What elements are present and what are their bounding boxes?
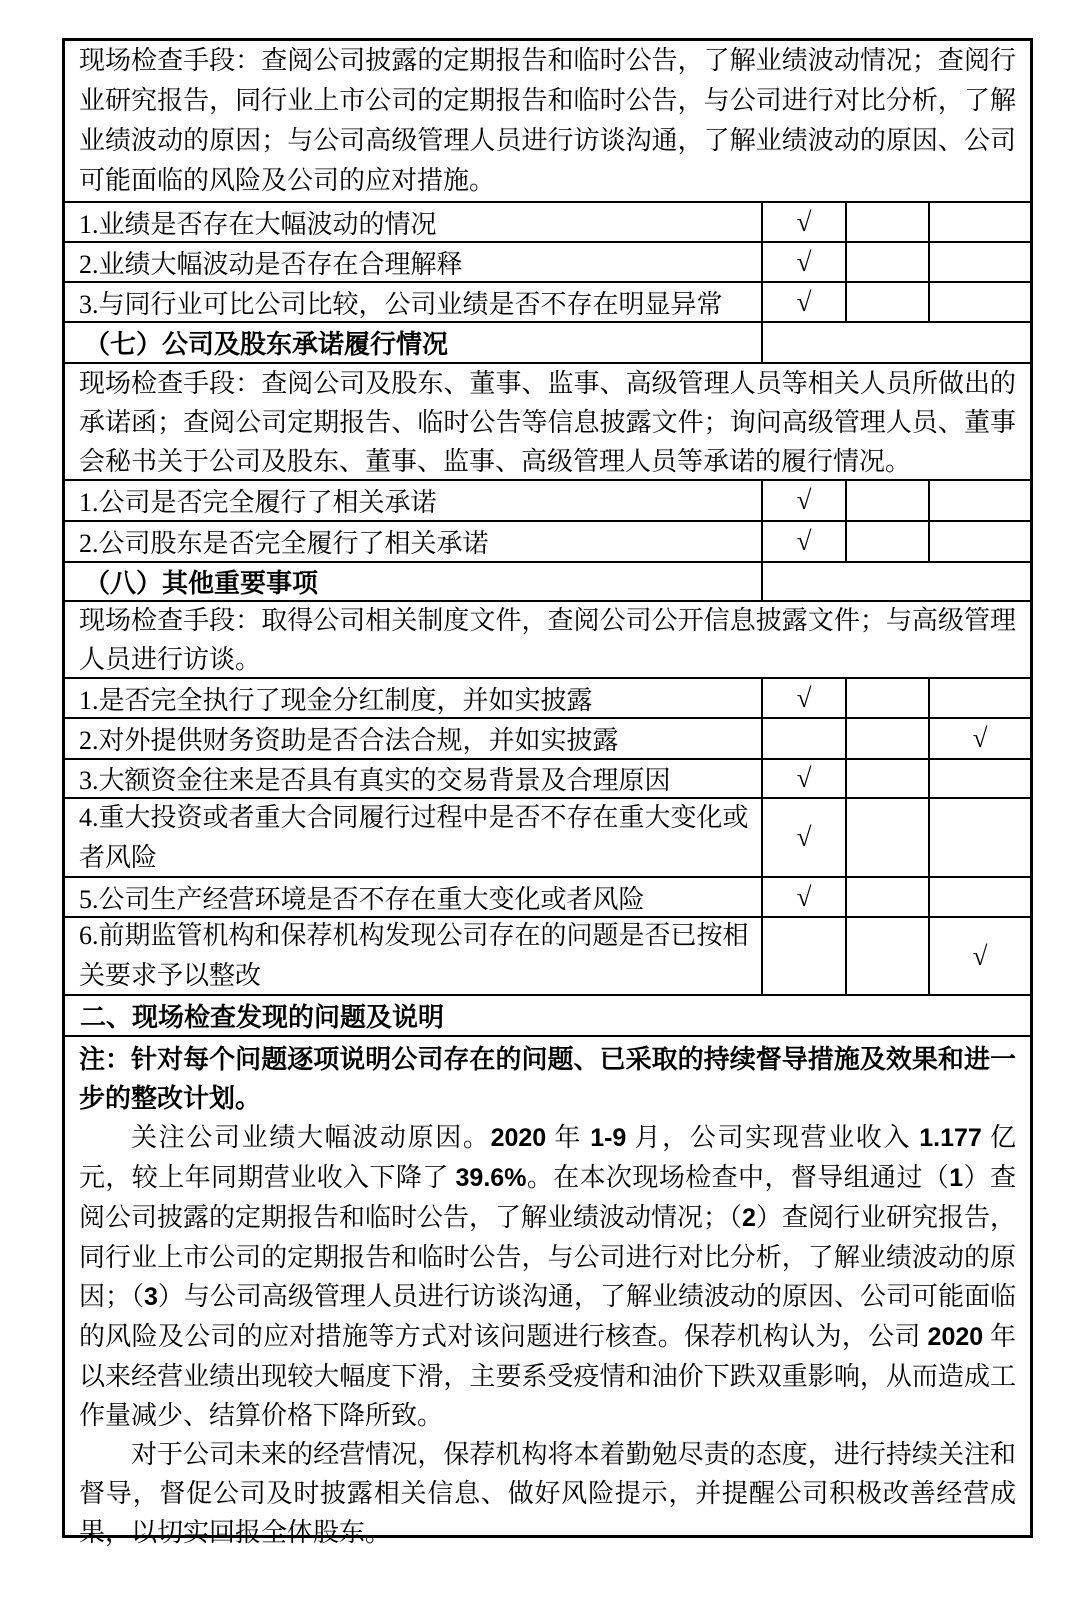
check-cell-3: [928, 760, 1030, 797]
checklist-item-label: 3.大额资金往来是否具有真实的交易背景及合理原因: [79, 766, 671, 795]
number-run: 3: [144, 1283, 158, 1311]
number-run: 2: [742, 1204, 756, 1232]
check-cell-2: [845, 799, 928, 876]
check-cell-3: [928, 679, 1030, 717]
text-run: ）查阅公司披露的定期报告和临时公告，了解业绩波动情况；（: [79, 1163, 1016, 1232]
checklist-item-label: 1.公司是否完全履行了相关承诺: [79, 488, 437, 517]
section-header-row-7: [65, 321, 1030, 362]
section-header-row-8: [65, 561, 1030, 600]
checklist-row: [65, 281, 1030, 321]
check-cell-1: √: [761, 481, 845, 520]
findings-row: [65, 1035, 1030, 1552]
number-run: 2020: [927, 1323, 984, 1351]
checklist-item-label: 3.与同行业可比公司比较，公司业绩是否不存在明显异常: [79, 289, 723, 319]
check-cell-1: √: [761, 878, 845, 916]
method-text: 现场检查手段：查阅公司及股东、董事、监事、高级管理人员等相关人员所做出的承诺函；查阅公司定期报告、临时公告等信息披露文件；询问高级管理人员、董事会秘书关于公司及股东、董事、监事、高级管理人员等承诺的履行情况。: [79, 369, 1016, 476]
check-cell-1: √: [761, 760, 845, 797]
checklist-row: [65, 758, 1030, 797]
number-run: 2020: [490, 1124, 547, 1152]
method-row-commitments: [65, 362, 1030, 479]
checklist-row: [65, 717, 1030, 758]
checklist-item-label: 2.公司股东是否完全履行了相关承诺: [79, 529, 489, 558]
inspection-checklist-table: [62, 38, 1033, 1547]
section-title: （七）公司及股东承诺履行情况: [84, 330, 449, 359]
check-cell-1: √: [761, 679, 845, 717]
section-header-empty-cell: [761, 323, 1030, 362]
check-cell-2: [845, 760, 928, 797]
findings-block: [65, 1037, 1030, 1552]
section-header-empty-cell: [761, 563, 1030, 600]
number-run: 39.6%: [455, 1164, 527, 1192]
part2-header-row: [65, 994, 1030, 1035]
check-cell-3: [928, 243, 1030, 281]
check-cell-2: [845, 918, 928, 994]
checklist-row: [65, 876, 1030, 916]
check-cell-3: [928, 522, 1030, 561]
check-cell-2: [845, 481, 928, 520]
method-row-other-matters: [65, 600, 1030, 677]
text-run: 年以来经营业绩出现较大幅度下滑，主要系受疫情和油价下跌双重影响，从而造成工作量减少、结算价格下降所致。: [79, 1322, 1016, 1430]
check-cell-2: [845, 243, 928, 281]
number-run: 1: [949, 1164, 964, 1192]
checklist-row: [65, 520, 1030, 561]
method-text: 现场检查手段：取得公司相关制度文件，查阅公司公开信息披露文件；与高级管理人员进行访谈。: [79, 606, 1016, 674]
text-run: ）查阅行业研究报告，同行业上市公司的定期报告和临时公告，与公司进行对比分析，了解业绩波动的原因；（: [79, 1203, 1016, 1311]
paragraph-future-outlook: 对于公司未来的经营情况，保荐机构将本着勤勉尽责的态度，进行持续关注和督导，督促公司及时披露相关信息、做好风险提示，并提醒公司积极改善经营成果，以切实回报全体股东。: [79, 1440, 1016, 1547]
checklist-item-label: 1.是否完全执行了现金分红制度，并如实披露: [79, 685, 593, 715]
check-cell-1: √: [761, 799, 845, 876]
checklist-item-label: 6.前期监管机构和保荐机构发现公司存在的问题是否已按相关要求予以整改: [79, 921, 749, 990]
text-run: 年: [546, 1123, 591, 1152]
paragraph-performance-issue: [79, 1118, 1016, 1435]
checklist-item-label: 1.业绩是否存在大幅波动的情况: [79, 209, 437, 239]
check-cell-2: [845, 203, 928, 241]
checklist-item-label: 4.重大投资或者重大合同履行过程中是否不存在重大变化或者风险: [79, 802, 749, 872]
text-run: 关注公司业绩大幅波动原因。: [131, 1123, 491, 1152]
check-cell-2: [845, 283, 928, 321]
checklist-row: [65, 479, 1030, 520]
check-cell-1: √: [761, 203, 845, 241]
text-run: 。在本次现场检查中，督导组通过（: [526, 1163, 950, 1192]
check-cell-1: √: [761, 243, 845, 281]
check-cell-3: [928, 878, 1030, 916]
check-cell-2: [845, 679, 928, 717]
check-cell-1: [761, 719, 845, 758]
check-cell-2: [845, 878, 928, 916]
checklist-item-label: 2.业绩大幅波动是否存在合理解释: [79, 249, 463, 279]
check-cell-3: [928, 799, 1030, 876]
method-row-performance: [65, 41, 1030, 201]
checklist-row: [65, 797, 1030, 876]
check-cell-1: [761, 918, 845, 994]
check-cell-3: [928, 283, 1030, 321]
checklist-row: [65, 241, 1030, 281]
part2-title: 二、现场检查发现的问题及说明: [80, 1003, 445, 1032]
method-text: 现场检查手段：查阅公司披露的定期报告和临时公告，了解业绩波动情况；查阅行业研究报告，同行业上市公司的定期报告和临时公告，与公司进行对比分析，了解业绩波动的原因；与公司高级管理人员进行访谈沟通，了解业绩波动的原因、公司可能面临的风险及公司的应对措施。: [79, 46, 1016, 195]
text-run: 月，公司实现营业收入: [626, 1123, 920, 1152]
check-cell-2: [845, 719, 928, 758]
check-cell-3: √: [928, 719, 1030, 758]
text-run: 亿元，较上年同期营业收入下降了: [79, 1123, 1016, 1192]
check-cell-3: √: [928, 918, 1030, 994]
check-cell-1: √: [761, 522, 845, 561]
number-run: 1-9: [590, 1124, 627, 1152]
checklist-item-label: 5.公司生产经营环境是否不存在重大变化或者风险: [79, 884, 645, 914]
section-title: （八）其他重要事项: [84, 569, 319, 598]
check-cell-3: [928, 203, 1030, 241]
check-cell-3: [928, 481, 1030, 520]
findings-note: 注：针对每个问题逐项说明公司存在的问题、已采取的持续督导措施及效果和进一步的整改计划。: [79, 1045, 1016, 1113]
checklist-row: [65, 677, 1030, 717]
text-run: ）与公司高级管理人员进行访谈沟通，了解业绩波动的原因、公司可能面临的风险及公司的应对措施等方式对该问题进行核查。保荐机构认为，公司: [79, 1282, 1016, 1351]
checklist-item-label: 2.对外提供财务资助是否合法合规，并如实披露: [79, 726, 619, 755]
number-run: 1.177: [919, 1124, 982, 1152]
check-cell-1: √: [761, 283, 845, 321]
checklist-row: [65, 916, 1030, 994]
check-cell-2: [845, 522, 928, 561]
checklist-row: [65, 201, 1030, 241]
